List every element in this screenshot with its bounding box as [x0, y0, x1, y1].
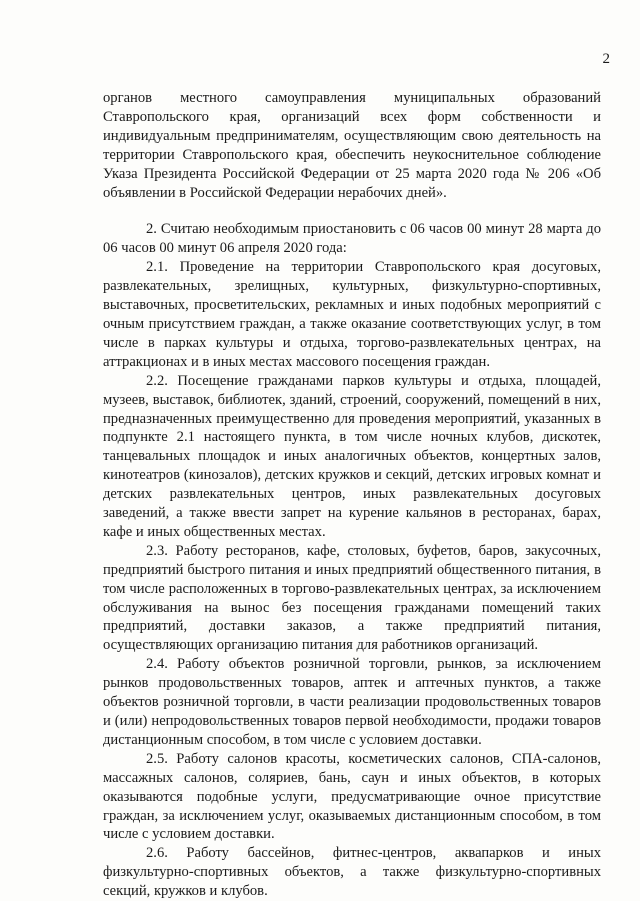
paragraph-2-4: 2.4. Работу объектов розничной торговли, рынков, за исключением рынков продовольственных товаров, аптек и аптечных пунктов, а также объектов розничной торговли, в части реализации продовольственных товаров и (или) непродовольственных товаров первой необходимости, продажи товаров дистанционным способом, в том числе с условием доставки.	[103, 656, 601, 748]
page-number: 2	[602, 51, 610, 67]
paragraph-2-3: 2.3. Работу ресторанов, кафе, столовых, буфетов, баров, закусочных, предприятий быстрого питания и иных предприятий общественного питания, в том числе расположенных в торгово-развлекательных центрах, за исключением обслуживания на вынос без посещения гражданами помещений таких предприятий, доставки заказов, а также предприятий питания, осуществляющих организацию питания для работников организаций.	[103, 542, 601, 654]
paragraph-intro-continuation: органов местного самоуправления муниципальных образований Ставропольского края, организаций всех форм собственности и индивидуальным предпринимателям, осуществляющим свою деятельность на территории Ставропольского края, обеспечить неукоснительное соблюдение Указа Президента Российской Федерации от 25 марта 2020 года № 206 «Об объявлении в Российской Федерации нерабочих дней».	[103, 90, 601, 201]
paragraph-2-5: 2.5. Работу салонов красоты, косметических салонов, СПА-салонов, массажных салонов, соляриев, бань, саун и иных объектов, в которых оказываются подобные услуги, предусматривающие очное присутствие граждан, за исключением услуг, оказываемых дистанционным способом, в том числе с условием доставки.	[103, 750, 601, 843]
document-body	[103, 89, 601, 901]
paragraph-2-6: 2.6. Работу бассейнов, фитнес-центров, аквапарков и иных физкультурно-спортивных объектов, а также физкультурно-спортивных секций, кружков и клубов.	[103, 845, 601, 900]
paragraph-2-2: 2.2. Посещение гражданами парков культуры и отдыха, площадей, музеев, выставок, библиотек, зданий, строений, сооружений, помещений в них, предназначенных преимущественно для проведения мероприятий, указанных в подпункте 2.1 настоящего пункта, в том числе ночных клубов, дискотек, танцевальных площадок и иных аналогичных объектов, концертных залов, кинотеатров (кинозалов), детских кружков и секций, детских игровых комнат и детских развлекательных центров, иных развлекательных досуговых заведений, а также ввести запрет на курение кальянов в ресторанах, барах, кафе и иных общественных местах.	[103, 372, 601, 540]
paragraph-2: 2. Считаю необходимым приостановить с 06 часов 00 минут 28 марта до 06 часов 00 минут 06 апреля 2020 года:	[103, 221, 601, 257]
paragraph-2-1: 2.1. Проведение на территории Ставропольского края досуговых, развлекательных, зрелищных, культурных, физкультурно-спортивных, выставочных, просветительских, рекламных и иных подобных мероприятий с очным присутствием граждан, а также оказание соответствующих услуг, в том числе в парках культуры и отдыха, торгово-развлекательных центрах, на аттракционах и в иных местах массового посещения граждан.	[103, 259, 601, 370]
